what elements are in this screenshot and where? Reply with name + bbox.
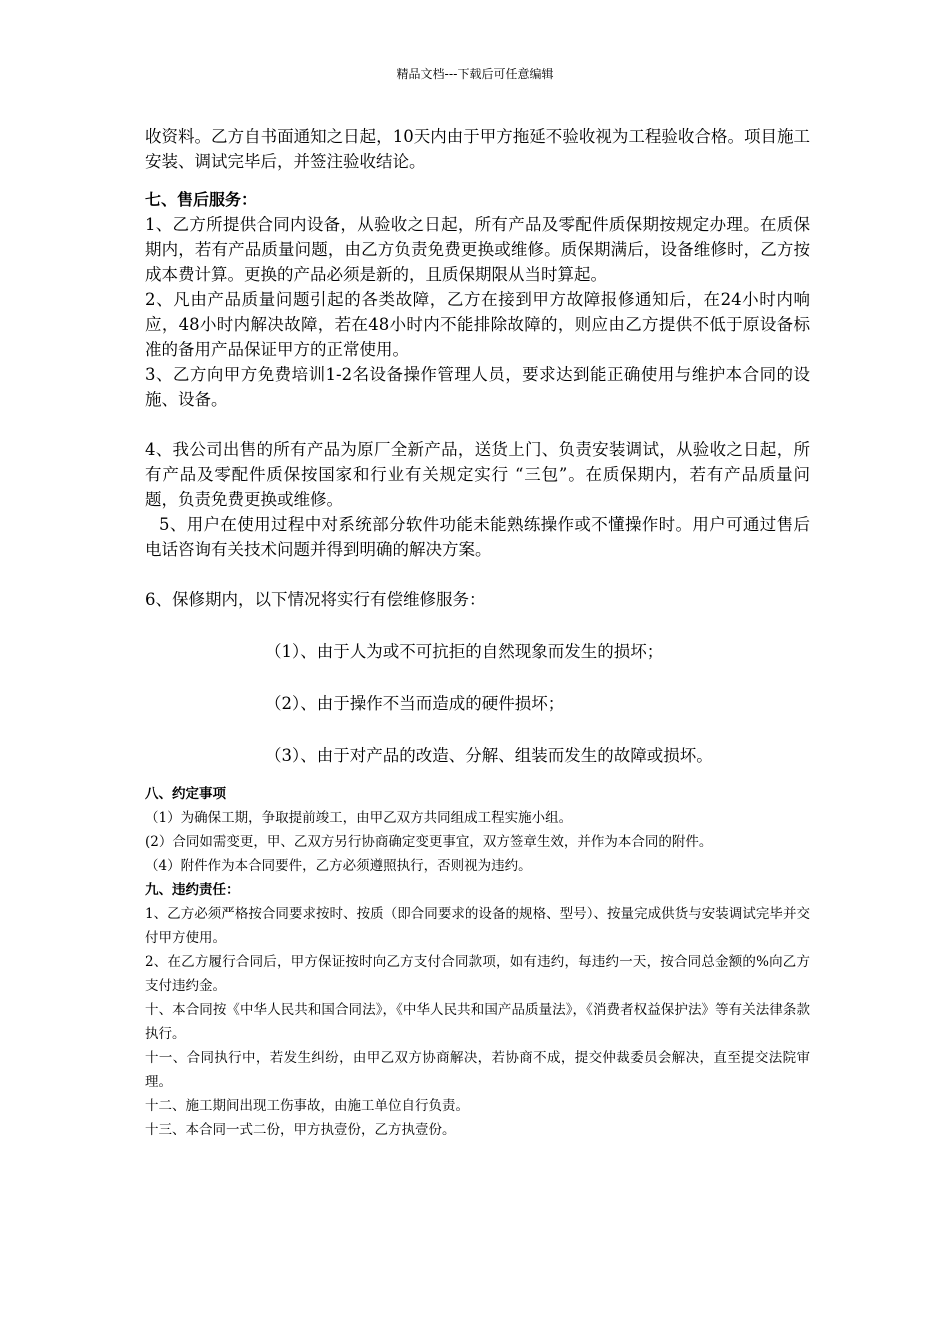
clause-13: 十三、本合同一式二份，甲方执壹份，乙方执壹份。 bbox=[145, 1122, 456, 1138]
paid-case-3: （3）、由于对产品的改造、分解、组装而发生的故障或损坏。 bbox=[265, 746, 713, 765]
clause-10: 十、本合同按《中华人民共和国合同法》，《中华人民共和国产品质量法》，《消费者权益保护法》等有关法律条款执行。 bbox=[145, 1002, 810, 1042]
section-9-item-2: 2、在乙方履行合同后，甲方保证按时向乙方支付合同款项，如有违约，每违约一天，按合同总金额的%向乙方支付违约金。 bbox=[145, 954, 810, 994]
intro-paragraph: 收资料。乙方自书面通知之日起，10天内由于甲方拖延不验收视为工程验收合格。项目施工安装、调试完毕后，并签注验收结论。 bbox=[145, 127, 810, 171]
paid-case-2: （2）、由于操作不当而造成的硬件损坏； bbox=[265, 694, 565, 713]
page-header: 精品文档---下载后可任意编辑 bbox=[396, 67, 554, 81]
section-8-item-3: （4）附件作为本合同要件，乙方必须遵照执行，否则视为违约。 bbox=[145, 858, 532, 874]
section-7-item-3: 3、乙方向甲方免费培训1-2名设备操作管理人员，要求达到能正确使用与维护本合同的设施、设备。 bbox=[145, 365, 810, 409]
paid-case-1: （1）、由于人为或不可抗拒的自然现象而发生的损坏； bbox=[265, 642, 664, 661]
section-8-item-2: (2）合同如需变更，甲、乙双方另行协商确定变更事宜，双方签章生效，并作为本合同的附件。 bbox=[145, 834, 713, 850]
section-7-title: 七、售后服务： bbox=[145, 190, 258, 209]
clause-11: 十一、合同执行中，若发生纠纷，由甲乙双方协商解决，若协商不成，提交仲裁委员会解决，直至提交法院审理。 bbox=[145, 1050, 810, 1090]
section-8-title: 八、约定事项 bbox=[145, 786, 226, 802]
section-7-item-5: 5、用户在使用过程中对系统部分软件功能未能熟练操作或不懂操作时。用户可通过售后电话咨询有关技术问题并得到明确的解决方案。 bbox=[145, 515, 810, 559]
section-9-item-1: 1、乙方必须严格按合同要求按时、按质（即合同要求的设备的规格、型号）、按量完成供货与安装调试完毕并交付甲方使用。 bbox=[145, 906, 810, 946]
section-7-item-4: 4、我公司出售的所有产品为原厂全新产品，送货上门、负责安装调试，从验收之日起，所有产品及零配件质保按国家和行业有关规定实行 “三包”。在质保期内，若有产品质量问题，负责免费更换或维修。 bbox=[145, 440, 810, 509]
section-7-item-6: 6、保修期内，以下情况将实行有偿维修服务： bbox=[145, 590, 486, 609]
section-8-item-1: （1）为确保工期，争取提前竣工，由甲乙双方共同组成工程实施小组。 bbox=[145, 810, 573, 826]
document-body bbox=[145, 124, 810, 1142]
section-9-title: 九、违约责任： bbox=[145, 882, 240, 898]
clause-12: 十二、施工期间出现工伤事故，由施工单位自行负责。 bbox=[145, 1098, 469, 1114]
section-7-item-2: 2、凡由产品质量问题引起的各类故障，乙方在接到甲方故障报修通知后，在24小时内响应，48小时内解决故障，若在48小时内不能排除故障的，则应由乙方提供不低于原设备标准的备用产品保证甲方的正常使用。 bbox=[145, 290, 810, 359]
section-7-item-1: 1、乙方所提供合同内设备，从验收之日起，所有产品及零配件质保期按规定办理。在质保期内，若有产品质量问题，由乙方负责免费更换或维修。质保期满后，设备维修时，乙方按成本费计算。更换的产品必须是新的，且质保期限从当时算起。 bbox=[145, 215, 810, 284]
